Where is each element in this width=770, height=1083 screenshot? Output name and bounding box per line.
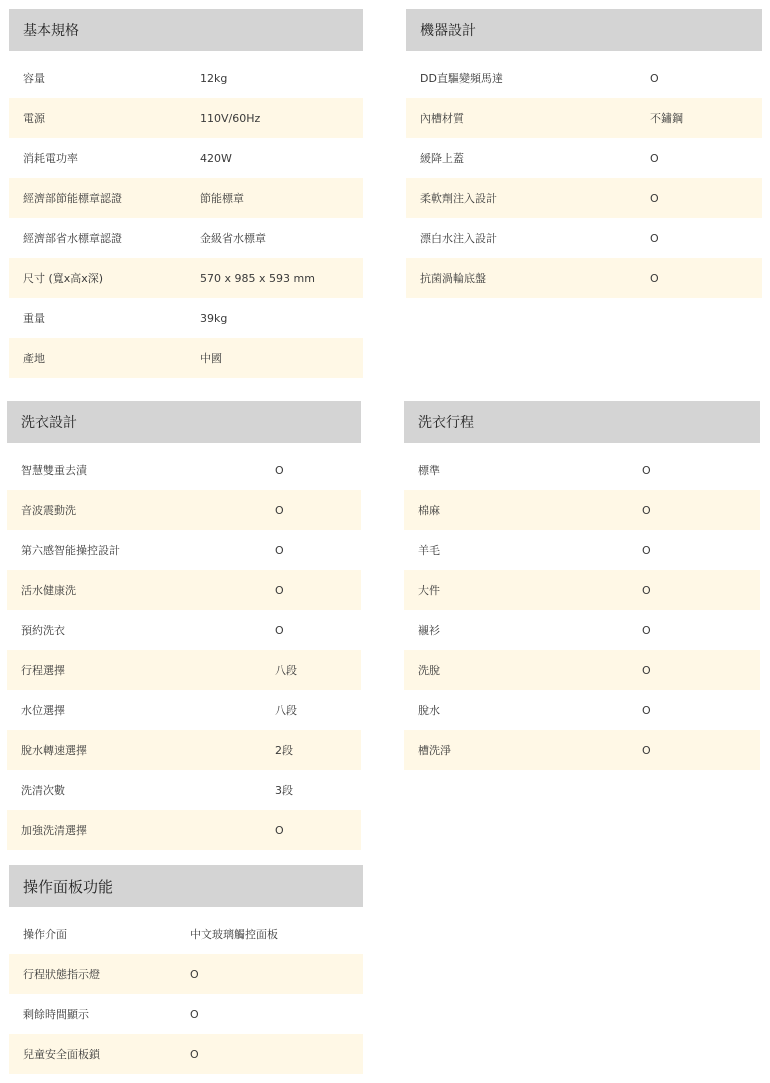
spec-row — [9, 58, 363, 98]
spec-value: 八段 — [275, 704, 297, 717]
spec-value: O — [650, 191, 659, 205]
spec-value: 570 x 985 x 593 mm — [200, 271, 315, 285]
spec-value: O — [642, 663, 651, 677]
spec-row — [7, 650, 361, 690]
spec-row — [7, 450, 361, 490]
spec-value: 3段 — [275, 784, 293, 797]
spec-value: 中國 — [200, 352, 222, 365]
spec-label: 標準 — [418, 464, 440, 477]
spec-row — [9, 338, 363, 378]
spec-value: O — [275, 463, 284, 477]
spec-label: 洗清次數 — [21, 784, 65, 797]
spec-label: 槽洗淨 — [418, 744, 451, 757]
spec-row — [404, 530, 760, 570]
machine-design-header: 機器設計 — [406, 9, 762, 51]
spec-label: 大件 — [418, 584, 440, 597]
spec-row — [404, 490, 760, 530]
spec-row — [9, 98, 363, 138]
washing-design-header: 洗衣設計 — [7, 401, 361, 443]
spec-row — [404, 610, 760, 650]
spec-row — [406, 218, 762, 258]
basic-specs-header: 基本規格 — [9, 9, 363, 51]
spec-label: 剩餘時間顯示 — [23, 1008, 89, 1021]
spec-row — [9, 298, 363, 338]
machine-design-section — [406, 9, 762, 298]
spec-row — [7, 810, 361, 850]
spec-row — [9, 218, 363, 258]
spec-row — [9, 178, 363, 218]
spec-value: O — [642, 743, 651, 757]
control-panel-rows — [9, 914, 363, 1074]
spec-label: 經濟部省水標章認證 — [23, 232, 122, 245]
spec-row — [9, 914, 363, 954]
spec-value: 不鏽鋼 — [650, 112, 683, 125]
spec-value: O — [275, 823, 284, 837]
spec-value: 八段 — [275, 664, 297, 677]
spec-row — [404, 570, 760, 610]
spec-value: 39kg — [200, 311, 228, 325]
spec-row — [404, 730, 760, 770]
spec-value: O — [275, 583, 284, 597]
spec-row — [9, 994, 363, 1034]
control-panel-section — [9, 865, 363, 1074]
spec-row — [404, 650, 760, 690]
spec-label: 音波震動洗 — [21, 504, 76, 517]
spec-row — [9, 258, 363, 298]
spec-row — [7, 570, 361, 610]
spec-label: 經濟部節能標章認證 — [23, 192, 122, 205]
spec-label: 電源 — [23, 112, 45, 125]
spec-value: O — [275, 503, 284, 517]
spec-label: 脫水 — [418, 704, 440, 717]
spec-value: 中文玻璃觸控面板 — [190, 928, 278, 941]
basic-specs-section — [9, 9, 363, 378]
spec-row — [7, 610, 361, 650]
spec-row — [406, 138, 762, 178]
spec-value: O — [275, 543, 284, 557]
spec-row — [9, 138, 363, 178]
spec-label: 洗脫 — [418, 664, 440, 677]
spec-label: 羊毛 — [418, 544, 440, 557]
spec-value: O — [650, 271, 659, 285]
spec-value: 420W — [200, 151, 232, 165]
spec-value: O — [650, 151, 659, 165]
spec-label: 容量 — [23, 72, 45, 85]
spec-row — [404, 450, 760, 490]
spec-value: O — [642, 503, 651, 517]
spec-row — [7, 730, 361, 770]
spec-row — [404, 690, 760, 730]
spec-value: 金級省水標章 — [200, 232, 266, 245]
washing-program-rows — [404, 450, 760, 770]
spec-value: O — [275, 623, 284, 637]
spec-value: O — [642, 583, 651, 597]
control-panel-header: 操作面板功能 — [9, 865, 363, 907]
spec-row — [406, 58, 762, 98]
spec-row — [406, 178, 762, 218]
spec-row — [9, 954, 363, 994]
spec-label: 第六感智能操控設計 — [21, 544, 120, 557]
spec-value: 2段 — [275, 744, 293, 757]
spec-label: 智慧雙重去漬 — [21, 464, 87, 477]
spec-label: 行程狀態指示燈 — [23, 968, 100, 981]
spec-row — [406, 258, 762, 298]
washing-program-header: 洗衣行程 — [404, 401, 760, 443]
spec-value: O — [190, 1047, 199, 1061]
spec-value: O — [642, 543, 651, 557]
spec-row — [7, 530, 361, 570]
washing-design-rows — [7, 450, 361, 850]
spec-value: 110V/60Hz — [200, 111, 261, 125]
spec-label: 棉麻 — [418, 504, 440, 517]
spec-value: O — [642, 703, 651, 717]
spec-label: DD直驅變頻馬達 — [420, 72, 503, 85]
spec-value: 節能標章 — [200, 192, 244, 205]
spec-label: 加強洗清選擇 — [21, 824, 87, 837]
spec-label: 抗菌渦輪底盤 — [420, 272, 486, 285]
spec-value: 12kg — [200, 71, 228, 85]
spec-label: 脫水轉速選擇 — [21, 744, 87, 757]
spec-row — [7, 490, 361, 530]
spec-label: 行程選擇 — [21, 664, 65, 677]
spec-label: 兒童安全面板鎖 — [23, 1048, 100, 1061]
spec-label: 柔軟劑注入設計 — [420, 192, 497, 205]
spec-row — [7, 690, 361, 730]
spec-label: 活水健康洗 — [21, 584, 76, 597]
washing-program-section — [404, 401, 760, 770]
spec-label: 漂白水注入設計 — [420, 232, 497, 245]
washing-design-section — [7, 401, 361, 850]
machine-design-rows — [406, 58, 762, 298]
spec-value: O — [642, 623, 651, 637]
spec-label: 消耗電功率 — [23, 152, 78, 165]
spec-label: 操作介面 — [23, 928, 67, 941]
spec-label: 緩降上蓋 — [420, 152, 464, 165]
spec-value: O — [642, 463, 651, 477]
spec-row — [9, 1034, 363, 1074]
spec-value: O — [190, 967, 199, 981]
spec-label: 襯衫 — [418, 624, 440, 637]
spec-label: 尺寸 (寬x高x深) — [23, 272, 104, 285]
spec-label: 預約洗衣 — [21, 624, 65, 637]
spec-label: 重量 — [23, 312, 45, 325]
spec-row — [406, 98, 762, 138]
spec-value: O — [650, 231, 659, 245]
basic-specs-rows — [9, 58, 363, 378]
spec-value: O — [650, 71, 659, 85]
spec-label: 內槽材質 — [420, 112, 464, 125]
spec-label: 產地 — [23, 352, 45, 365]
spec-row — [7, 770, 361, 810]
spec-label: 水位選擇 — [21, 704, 65, 717]
spec-value: O — [190, 1007, 199, 1021]
